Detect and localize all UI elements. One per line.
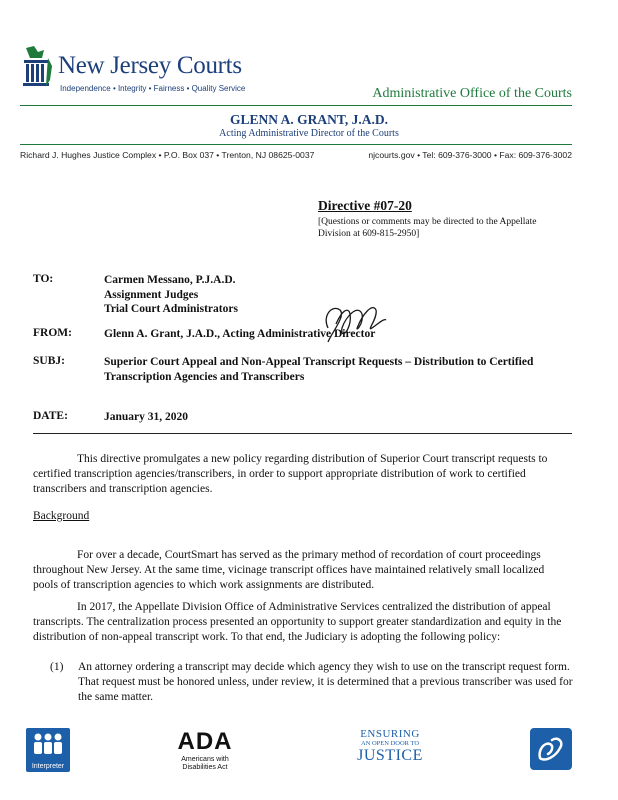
ada-title: ADA (177, 728, 233, 755)
policy-item-1 (50, 660, 574, 704)
ada-subtitle: Americans with Disabilities Act (181, 756, 229, 771)
interpreter-logo (26, 728, 70, 772)
intro-paragraph: This directive promulgates a new policy regarding distribution of Superior Court transcript requests to certified transcription agencies/transcribers, in order to support appropriate distribution of work to certified transcribers and transcription agencies. (33, 453, 548, 495)
justice-logo (350, 728, 430, 774)
background-heading: Background (33, 510, 90, 522)
header-divider (20, 105, 572, 106)
brand-name: New Jersey Courts (58, 52, 242, 79)
interpreter-label: Interpreter (31, 763, 65, 770)
justice-mid-text: AN OPEN DOOR TO (360, 740, 420, 747)
sign-language-logo (530, 728, 572, 770)
date-label: DATE: (33, 410, 68, 422)
office-title: Administrative Office of the Courts (372, 86, 572, 101)
brand-tagline: Independence • Integrity • Fairness • Quality Service (60, 84, 246, 93)
interpreter-people-icon (26, 728, 70, 758)
header-divider (20, 144, 572, 145)
ada-logo (170, 728, 240, 776)
policy-item-number: (1) (50, 661, 64, 673)
memo-divider (33, 433, 572, 434)
date-value: January 31, 2020 (104, 411, 189, 423)
from-value: Glenn A. Grant, J.A.D., Acting Administrative Director (104, 328, 376, 340)
justice-top-text: ENSURING (360, 728, 420, 740)
to-label: TO: (33, 273, 54, 285)
background-paragraph-2: In 2017, the Appellate Division Office of Administrative Services centralized the distribution of appeal transcripts. The centralization process presented an opportunity to support greater standardization and equity in the distribution of non-appeal transcript work. To that end, the Judiciary is adopting the following policy: (33, 601, 562, 643)
courthouse-logo-icon (20, 44, 54, 92)
policy-item-text: An attorney ordering a transcript may decide which agency they wish to use on the transcript request form. That request must be honored unless, under review, it is determined that a previous transcriber was used for the same matter. (78, 661, 573, 703)
justice-bottom-text: JUSTICE (357, 747, 423, 764)
from-label: FROM: (33, 327, 72, 339)
to-recipient: Carmen Messano, P.J.A.D. (104, 274, 236, 286)
background-paragraph-1: For over a decade, CourtSmart has served as the primary method of recordation of court proceedings throughout New Jersey. At the same time, vicinage transcript offices have maintained relatively small localized pools of transcription agencies to which work assignments are distributed. (33, 549, 545, 591)
sign-language-hands-icon (530, 728, 572, 770)
subj-label: SUBJ: (33, 355, 65, 367)
directive-note: [Questions or comments may be directed to the Appellate Division at 609-815-2950] (318, 217, 537, 239)
subj-value: Superior Court Appeal and Non-Appeal Transcript Requests – Distribution to Certified Transcription Agencies and Transcribers (104, 356, 534, 383)
to-recipient: Trial Court Administrators (104, 303, 238, 315)
contact-line: njcourts.gov • Tel: 609-376-3000 • Fax: 609-376-3002 (368, 150, 572, 160)
director-name: GLENN A. GRANT, J.A.D. (229, 112, 388, 127)
directive-number: Directive #07-20 (318, 198, 412, 213)
to-recipient: Assignment Judges (104, 288, 199, 301)
signature-icon (318, 298, 390, 346)
director-title: Acting Administrative Director of the Courts (219, 128, 399, 139)
address-line: Richard J. Hughes Justice Complex • P.O. Box 037 • Trenton, NJ 08625-0037 (20, 150, 315, 160)
